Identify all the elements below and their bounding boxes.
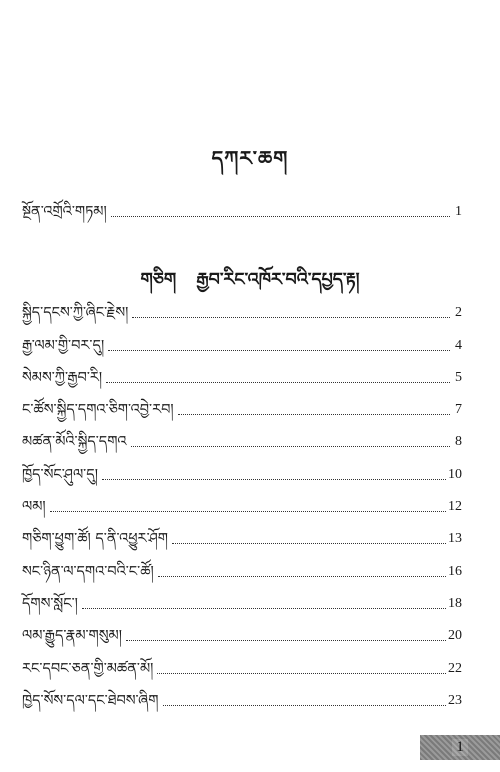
toc-entry-intro[interactable] (22, 198, 462, 221)
toc-entry-label: རྒྱ་ལམ་གྱི་བར་དུ། (22, 337, 105, 354)
dot-leader (157, 673, 446, 674)
toc-entry[interactable] (22, 581, 462, 613)
toc-entry[interactable] (22, 645, 462, 677)
toc-entry-label: དོགས་སློང་། (22, 595, 78, 612)
toc-entry-label: གཅིག་ཕྱུག་ཚོ། ད་ནི་འཕྱུར་ཤོག (22, 531, 168, 548)
toc-entry-page: 7 (455, 402, 462, 418)
toc-entry-page: 4 (455, 337, 462, 353)
dot-leader (82, 608, 446, 609)
dot-leader (111, 216, 450, 217)
toc-entry-page: 2 (455, 305, 462, 321)
page-number-badge (420, 735, 500, 760)
section-number: གཅིག (140, 270, 177, 290)
toc-entry-label: ང་ཚོས་སྐྱིད་དགའ་ཅིག་འབྱེ་རབ། (22, 402, 174, 419)
toc-entry-label: ཁྱོད་སོང་ཤུལ་དུ། (22, 466, 98, 483)
toc-entry-page: 18 (448, 595, 462, 611)
dot-leader (106, 382, 450, 383)
toc-entry[interactable] (22, 322, 462, 354)
toc-entry-page: 12 (448, 499, 462, 515)
toc-entry[interactable] (22, 419, 462, 451)
toc-entry-page: 10 (448, 466, 462, 482)
toc-entry[interactable] (22, 355, 462, 387)
toc-entry-page: 22 (448, 660, 462, 676)
section-title: རྒྱབ་རིང་འཁོར་བའི་དཔྱད་རྟ། (196, 270, 360, 290)
toc-entry-page: 13 (448, 531, 462, 547)
toc-entry-label: ལམ། (22, 499, 46, 516)
toc-entry-page: 1 (455, 204, 462, 219)
dot-leader (131, 446, 450, 447)
toc-entry-page: 5 (455, 369, 462, 385)
toc-entry[interactable] (22, 548, 462, 580)
dot-leader (102, 479, 446, 480)
dot-leader (163, 705, 446, 706)
toc-entry[interactable] (22, 484, 462, 516)
toc-entry[interactable] (22, 387, 462, 419)
toc-entry[interactable] (22, 613, 462, 645)
toc-entry-label: སེམས་ཀྱི་རྒྱབ་རི། (22, 369, 103, 386)
dot-leader (178, 414, 450, 415)
dot-leader (172, 543, 446, 544)
dot-leader (126, 640, 446, 641)
toc-entry-label: སྔོན་འགྲོའི་གཏམ། (22, 204, 107, 220)
toc-entry[interactable] (22, 451, 462, 483)
dot-leader (108, 350, 450, 351)
toc-entry-page: 23 (448, 692, 462, 708)
page-title: དཀར་ཆག (211, 146, 289, 170)
toc-entry-page: 16 (448, 563, 462, 579)
toc-entry-label: སང་ཉིན་ལ་དགའ་བའི་ང་ཚོ། (22, 563, 154, 580)
toc-entry-label: རང་དབང་ཅན་གྱི་མཚན་མོ། (22, 660, 154, 677)
toc-entry-label: མཚན་མོའི་སྐྱིད་དགའ (22, 434, 127, 451)
toc-entry[interactable] (22, 678, 462, 710)
toc-entry[interactable] (22, 516, 462, 548)
toc-entry-page: 8 (455, 434, 462, 450)
toc-entry[interactable] (22, 290, 462, 322)
toc-entry-page: 20 (448, 628, 462, 644)
page-number: 1 (452, 739, 468, 756)
toc-list (22, 290, 462, 710)
dot-leader (50, 511, 446, 512)
toc-entry-label: ཁྱེད་སོས་དལ་དང་ཐེབས་ཞིག (22, 692, 159, 709)
dot-leader (132, 317, 450, 318)
dot-leader (158, 576, 446, 577)
toc-entry-label: སྐྱིད་དངས་ཀྱི་ཞིང་རྗེས། (22, 305, 129, 322)
intro-entry-container (22, 198, 462, 221)
toc-entry-label: ལམ་རྒྱུད་རྣམ་གསུམ། (22, 628, 122, 645)
